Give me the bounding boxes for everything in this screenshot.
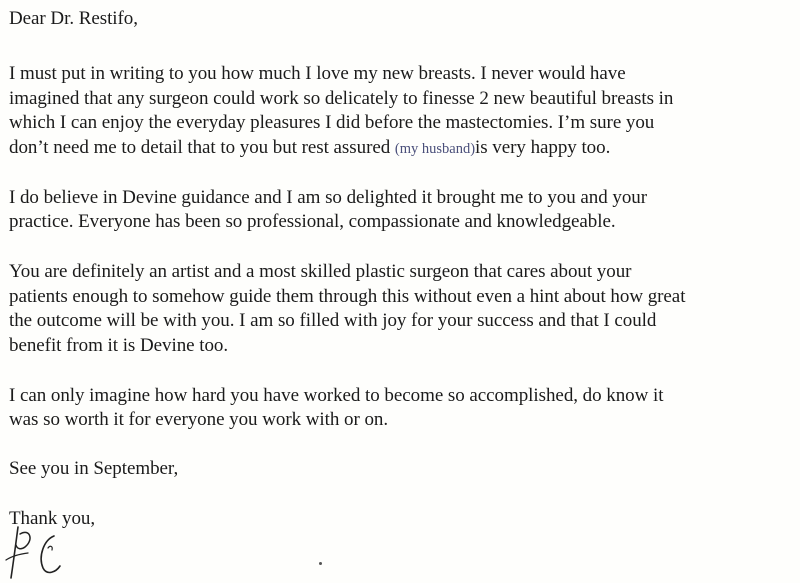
paragraph-1-line-4-start: don’t need me to detail that to you but rest assured [9, 137, 395, 158]
paragraph-1-line-1: I must put in writing to you how much I love my new breasts. I never would have [9, 63, 626, 84]
closing-line-2: Thank you, [9, 508, 96, 529]
handwritten-signature [4, 518, 68, 582]
paragraph-2-line-1: I do believe in Devine guidance and I am so delighted it brought me to you and your [9, 187, 647, 208]
paragraph-2-line-2: practice. Everyone has been so professional, compassionate and knowledgeable. [9, 211, 616, 232]
paragraph-1-line-4-end: is very happy too. [475, 137, 611, 158]
paragraph-3-line-1: You are definitely an artist and a most skilled plastic surgeon that cares about your [9, 261, 632, 282]
salutation: Dear Dr. Restifo, [9, 8, 138, 29]
paragraph-3-line-3: the outcome will be with you. I am so filled with joy for your success and that I could [9, 310, 657, 331]
paragraph-1-line-3: which I can enjoy the everyday pleasures I did before the mastectomies. I’m sure you [9, 112, 655, 133]
paragraph-3-line-4: benefit from it is Devine too. [9, 335, 229, 356]
paragraph-1-line-2: imagined that any surgeon could work so delicately to finesse 2 new beautiful breasts in [9, 88, 674, 109]
paragraph-4-line-1: I can only imagine how hard you have worked to become so accomplished, do know it [9, 385, 664, 406]
paragraph-3-line-2: patients enough to somehow guide them through this without even a hint about how great [9, 286, 686, 307]
closing-line-1: See you in September, [9, 458, 179, 479]
ink-speck [319, 562, 322, 565]
paragraph-4-line-2: was so worth it for everyone you work with or on. [9, 409, 389, 430]
redacted-name-insert: (my husband) [394, 141, 476, 157]
paragraph-1-line-4 [9, 136, 610, 162]
